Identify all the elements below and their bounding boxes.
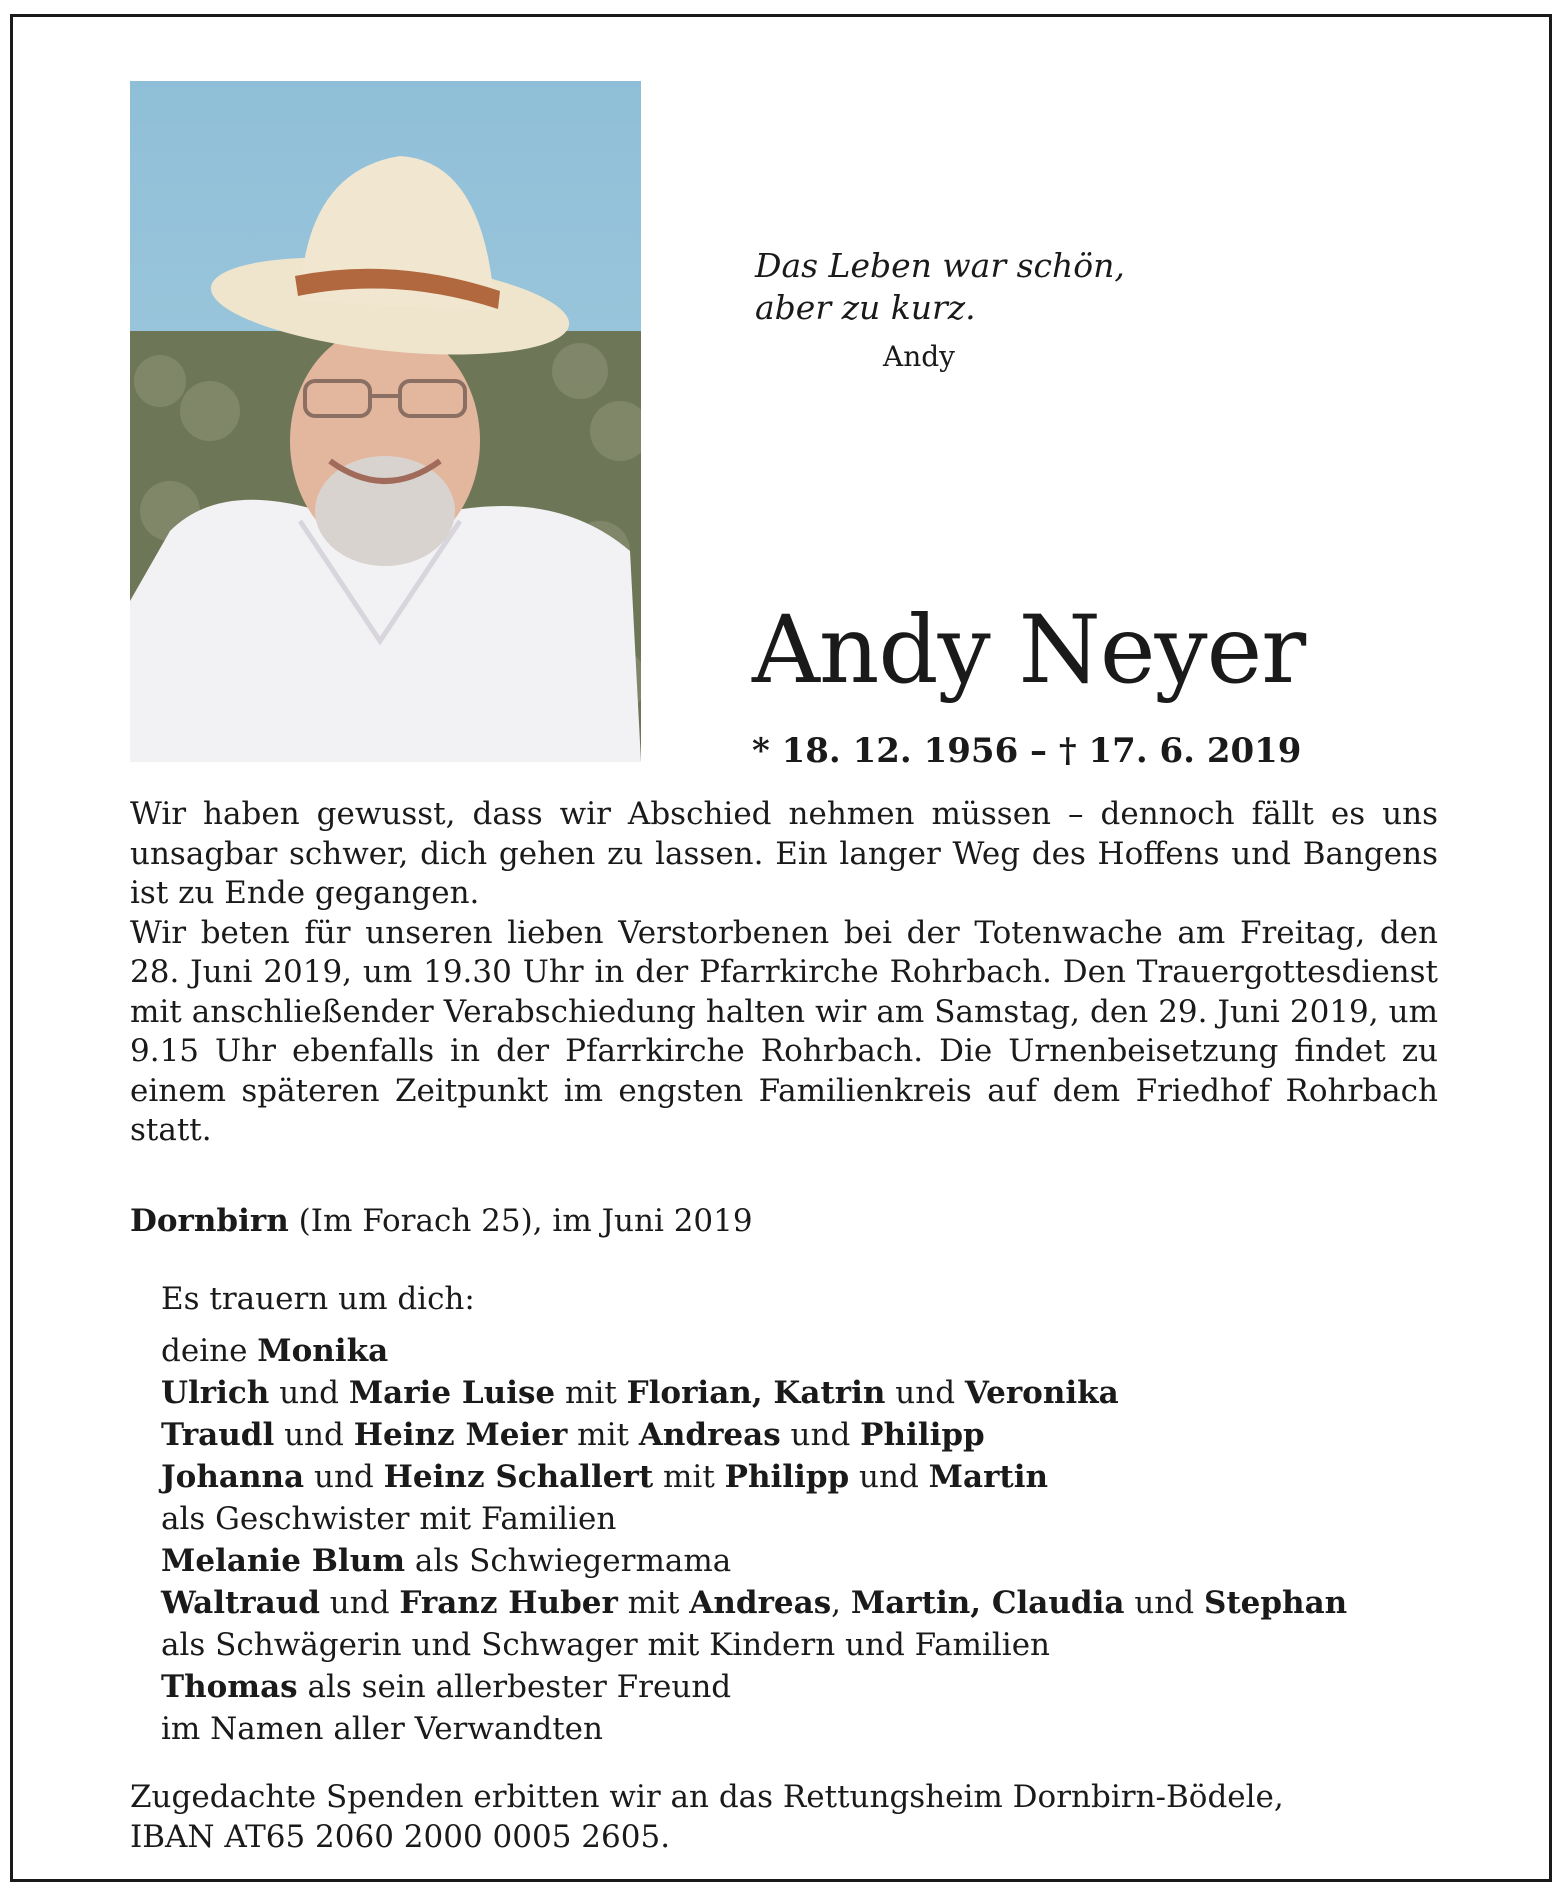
mourner-line: Thomas als sein allerbester Freund <box>161 1669 732 1705</box>
portrait-photo <box>130 81 641 762</box>
mourner-line: deine Monika <box>161 1333 389 1369</box>
mourner-line: Melanie Blum als Schwiegermama <box>161 1543 732 1579</box>
mourners-intro: Es trauern um dich: <box>161 1281 475 1317</box>
mourner-line: als Schwägerin und Schwager mit Kindern und Familien <box>161 1627 1051 1663</box>
quote-line-2: aber zu kurz. <box>755 288 976 327</box>
paragraph-farewell: Wir haben gewusst, dass wir Abschied nehmen müssen – dennoch fällt es uns unsagbar schwer, dich gehen zu lassen. Ein langer Weg des Hoffens und Bangens ist zu Ende gegangen. <box>130 796 1438 911</box>
donation-iban: IBAN AT65 2060 2000 0005 2605. <box>130 1819 671 1855</box>
mourner-line: Johanna und Heinz Schallert mit Philipp und Martin <box>161 1459 1049 1495</box>
mourner-line: Traudl und Heinz Meier mit Andreas und Philipp <box>161 1417 985 1453</box>
life-dates: * 18. 12. 1956 – † 17. 6. 2019 <box>752 731 1302 771</box>
place-date-line <box>130 1203 753 1239</box>
place-name: Dornbirn <box>130 1203 289 1239</box>
mourners-list <box>161 1278 1451 1750</box>
address-date: (Im Forach 25), im Juni 2019 <box>288 1203 753 1239</box>
mourner-line: Ulrich und Marie Luise mit Florian, Katrin und Veronika <box>161 1375 1119 1411</box>
donation-note <box>130 1777 1284 1857</box>
donation-line-1: Zugedachte Spenden erbitten wir an das Rettungsheim Dornbirn-Bödele, <box>130 1779 1284 1815</box>
quote <box>755 245 1125 329</box>
mourner-line: Waltraud und Franz Huber mit Andreas, Martin, Claudia und Stephan <box>161 1585 1348 1621</box>
deceased-name: Andy Neyer <box>752 596 1306 705</box>
notice-body <box>130 795 1438 1151</box>
quote-author: Andy <box>883 340 955 373</box>
mourner-line: im Namen aller Verwandten <box>161 1711 603 1747</box>
paragraph-services: Wir beten für unseren lieben Verstorbenen bei der Totenwache am Freitag, den 28. Juni 2019, um 19.30 Uhr in der Pfarrkirche Rohrbach. Den Trauergottesdienst mit anschließender Verabschiedung halten wir am Samstag, den 29. Juni 2019, um 9.15 Uhr ebenfalls in der Pfarrkirche Rohrbach. Die Urnenbeisetzung findet zu einem späteren Zeitpunkt im engsten Familienkreis auf dem Friedhof Rohrbach statt. <box>130 914 1438 1148</box>
quote-line-1: Das Leben war schön, <box>755 246 1125 285</box>
mourner-line: als Geschwister mit Familien <box>161 1501 617 1537</box>
